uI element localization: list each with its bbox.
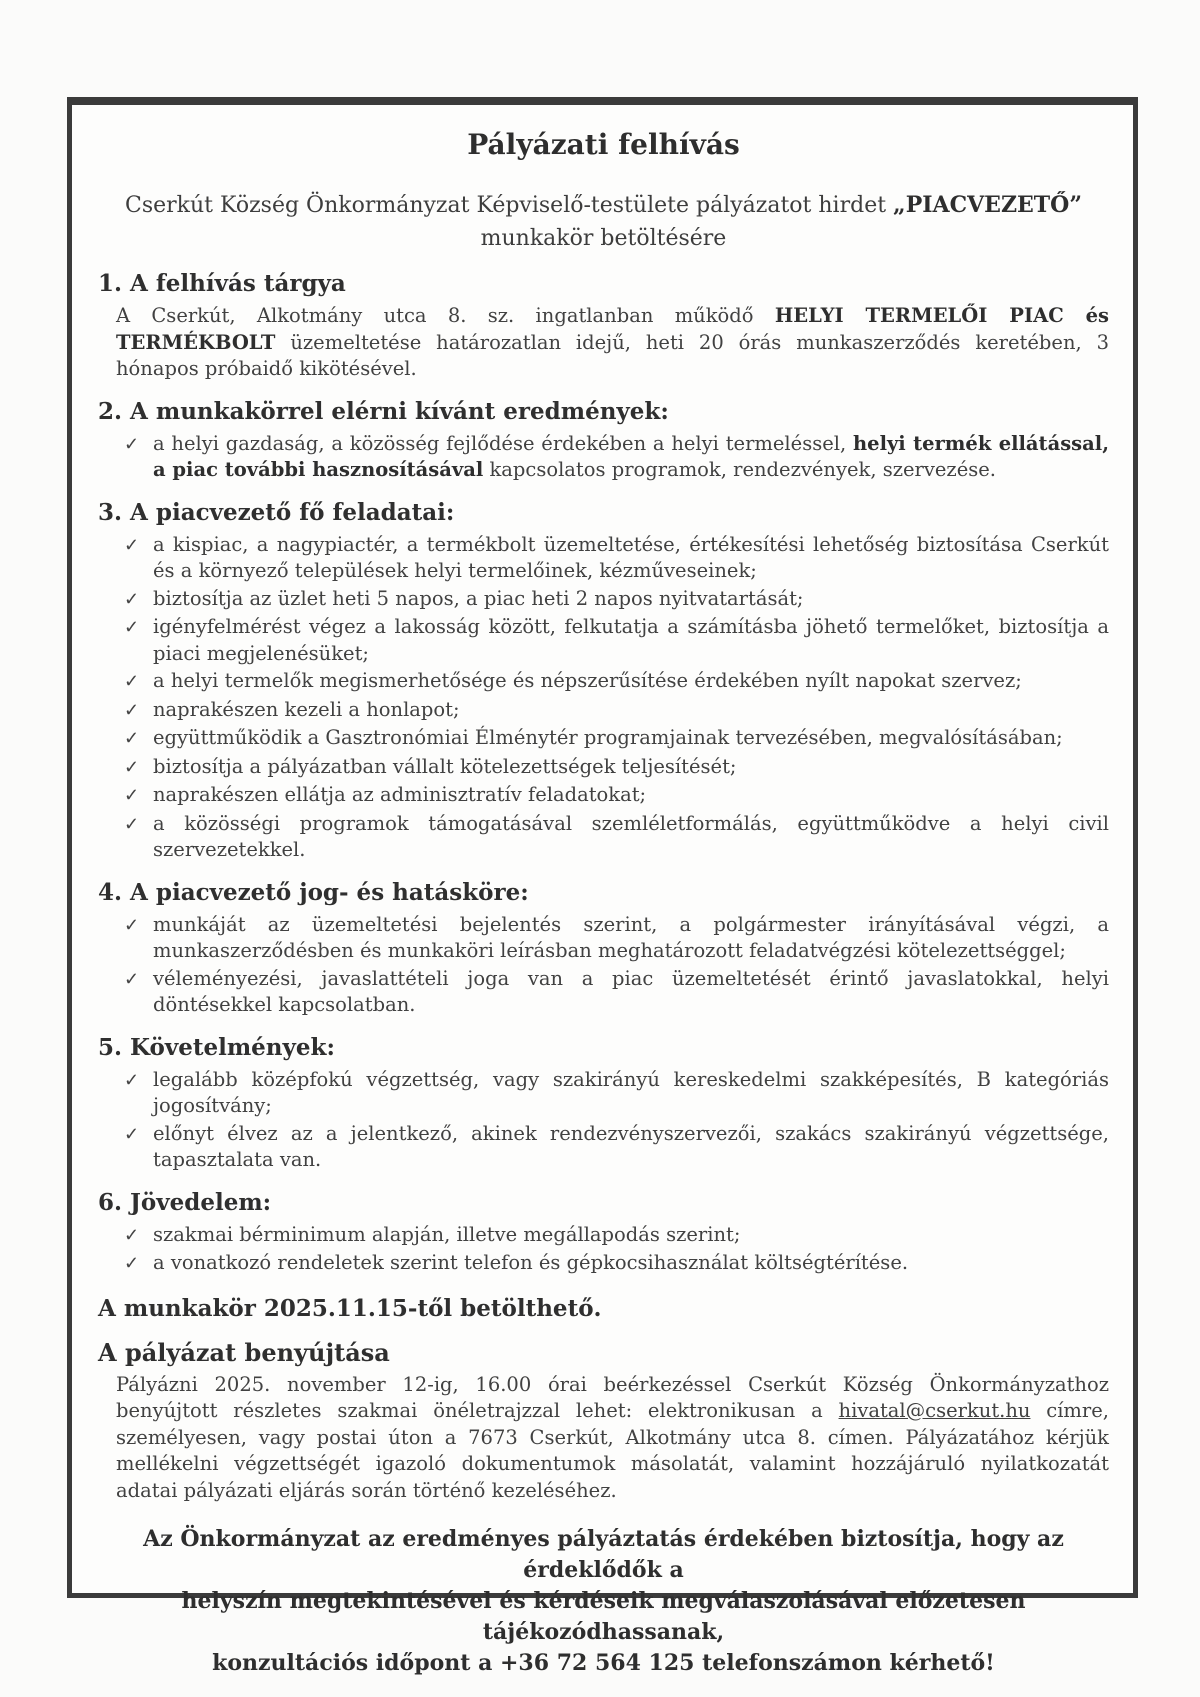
section-1	[98, 269, 1109, 383]
section-1-body-text-2: üzemeltetése határozatlan idejű, heti 20 órás munkaszerződés keretében, 3 hónapos próbaidő kikötésével.	[116, 330, 1109, 380]
section-2-heading: 2. A munkakörrel elérni kívánt eredmények:	[98, 397, 669, 425]
check-item	[124, 782, 1109, 810]
submission-body-text-2: címre, személyesen, vagy postai úton a 7673 Cserkút, Alkotmány utca 8. címen. Pályázatához kérjük mellékelni végzettségét igazoló dokumentumok másolatát, valamint hozzájáruló nyilatkozatát adatai pályázati eljárás során történő kezeléséhez.	[116, 1399, 1109, 1502]
check-icon: ✓	[124, 433, 140, 455]
check-item-text: véleményezési, javaslattételi joga van a piac üzemeltetését érintő javaslatokkal, helyi döntésekkel kapcsolatban.	[153, 966, 1109, 1016]
closing-note-line-2: helyszín megtekintésével és kérdéseik megválaszolásával előzetesen tájékozódhassanak,	[181, 1588, 1026, 1645]
check-item	[124, 811, 1109, 864]
check-icon: ✓	[124, 914, 140, 936]
check-item	[124, 532, 1109, 585]
check-icon: ✓	[124, 968, 140, 990]
check-item-text: biztosítja a pályázatban vállalt kötelezettségek teljesítését;	[153, 754, 737, 778]
check-icon: ✓	[124, 1123, 140, 1145]
check-item	[124, 725, 1109, 753]
document-title: Pályázati felhívás	[467, 128, 740, 161]
check-item-text: biztosítja az üzlet heti 5 napos, a piac heti 2 napos nyitvatartását;	[153, 586, 804, 610]
document-frame	[67, 97, 1138, 1676]
section-5	[98, 1033, 1109, 1174]
submission-body-text: Pályázni 2025. november 12-ig, 16.00 órai beérkezéssel Cserkút Község Önkormányzathoz benyújtott részletes szakmai önéletrajzzal lehet: elektronikusan a	[116, 1372, 1109, 1422]
section-5-heading: 5. Követelmények:	[98, 1033, 335, 1061]
check-item-text: a közösségi programok támogatásával szemléletformálás, együttműködve a helyi civil szervezetekkel.	[153, 811, 1109, 861]
section-4-heading: 4. A piacvezető jog- és hatásköre:	[98, 878, 529, 906]
intro-paragraph	[98, 189, 1109, 255]
intro-line-1	[98, 189, 1109, 222]
check-item	[124, 431, 1109, 484]
position-available-line: A munkakör 2025.11.15-től betölthető.	[98, 1294, 602, 1322]
check-icon: ✓	[124, 617, 140, 638]
check-item-text: szakmai bérminimum alapján, illetve megállapodás szerint;	[153, 1222, 741, 1246]
check-item-text-part: a helyi gazdaság, a közösség fejlődése érdekében a helyi termeléssel,	[153, 431, 853, 455]
section-6-heading: 6. Jövedelem:	[98, 1188, 272, 1216]
check-icon: ✓	[124, 1224, 140, 1246]
check-item	[124, 1121, 1109, 1174]
check-icon: ✓	[124, 1253, 140, 1274]
check-item-text: naprakészen kezeli a honlapot;	[153, 697, 460, 721]
check-icon: ✓	[124, 671, 140, 692]
submission-section	[98, 1338, 1109, 1505]
check-item	[124, 1067, 1109, 1120]
intro-line-2: munkakör betöltésére	[480, 226, 727, 251]
check-icon: ✓	[124, 728, 140, 749]
check-item-text: naprakészen ellátja az adminisztratív feladatokat;	[153, 783, 647, 806]
check-icon: ✓	[124, 756, 140, 778]
closing-note-line-3: konzultációs időpont a +36 72 564 125 telefonszámon kérhető!	[212, 1650, 995, 1676]
section-3	[98, 498, 1109, 864]
check-icon: ✓	[124, 785, 140, 806]
check-item	[124, 754, 1109, 782]
check-icon: ✓	[124, 588, 140, 610]
section-1-body-bold: HELYI TERMELŐI PIAC és TERMÉKBOLT	[116, 304, 1109, 354]
check-item-text: legalább középfokú végzettség, vagy szakirányú kereskedelmi szakképesítés, B kategóriás jogosítvány;	[153, 1067, 1109, 1117]
closing-note-line-1: Az Önkormányzat az eredményes pályáztatás érdekében biztosítja, hogy az érdeklődők a	[143, 1526, 1064, 1583]
check-item-text-part-2: kapcsolatos programok, rendezvények, szervezése.	[483, 458, 996, 481]
check-item	[124, 966, 1109, 1019]
closing-note	[98, 1524, 1109, 1679]
submission-heading: A pályázat benyújtása	[98, 1337, 390, 1367]
check-item	[124, 1222, 1109, 1250]
check-item-text: a helyi termelők megismerhetősége és népszerűsítése érdekében nyílt napokat szervez;	[153, 669, 1022, 692]
check-item-text-bold: helyi termék ellátással, a piac további hasznosításával	[153, 431, 1109, 481]
check-item	[124, 668, 1109, 696]
check-item-text: együttműködik a Gasztronómiai Élménytér programjainak tervezésében, megvalósításában;	[153, 726, 1063, 749]
section-6	[98, 1188, 1109, 1278]
check-item-text: a vonatkozó rendeletek szerint telefon és gépkocsihasználat költségtérítése.	[153, 1251, 909, 1274]
check-item	[124, 697, 1109, 725]
check-item-text: igényfelmérést végez a lakosság között, felkutatja a számításba jöhető termelőket, biztosítja a piaci megjelenésüket;	[153, 615, 1109, 665]
check-item-text	[153, 431, 1109, 484]
section-1-heading: 1. A felhívás tárgya	[98, 270, 346, 297]
check-item-text: munkáját az üzemeltetési bejelentés szerint, a polgármester irányításával végzi, a munkaszerződésben és munkaköri leírásban meghatározott feladatvégzési kötelezettséggel;	[153, 912, 1109, 962]
check-icon: ✓	[124, 534, 140, 556]
section-1-body-text: A Cserkút, Alkotmány utca 8. sz. ingatlanban működő	[116, 304, 775, 327]
section-3-heading: 3. A piacvezető fő feladatai:	[98, 498, 455, 526]
check-item	[124, 1250, 1109, 1278]
section-1-body	[116, 303, 1109, 383]
submission-body	[116, 1372, 1109, 1505]
email-address: hivatal@cserkut.hu	[838, 1399, 1031, 1422]
check-item	[124, 586, 1109, 614]
intro-bold-piacvezeto: „PIACVEZETŐ”	[893, 192, 1082, 218]
check-item-text: a kispiac, a nagypiactér, a termékbolt üzemeltetése, értékesítési lehetőség biztosítása Cserkút és a környező települések helyi termelőinek, kézműveseinek;	[153, 532, 1109, 582]
check-item	[124, 912, 1109, 965]
intro-text: Cserkút Község Önkormányzat Képviselő-testülete pályázatot hirdet	[125, 193, 894, 218]
check-item-text: előnyt élvez az a jelentkező, akinek rendezvényszervezői, szakács szakirányú végzettsége, tapasztalata van.	[153, 1121, 1109, 1171]
check-item	[124, 614, 1109, 667]
check-icon: ✓	[124, 813, 140, 835]
section-4	[98, 878, 1109, 1019]
section-2	[98, 397, 1109, 484]
check-icon: ✓	[124, 699, 140, 721]
check-icon: ✓	[124, 1069, 140, 1091]
